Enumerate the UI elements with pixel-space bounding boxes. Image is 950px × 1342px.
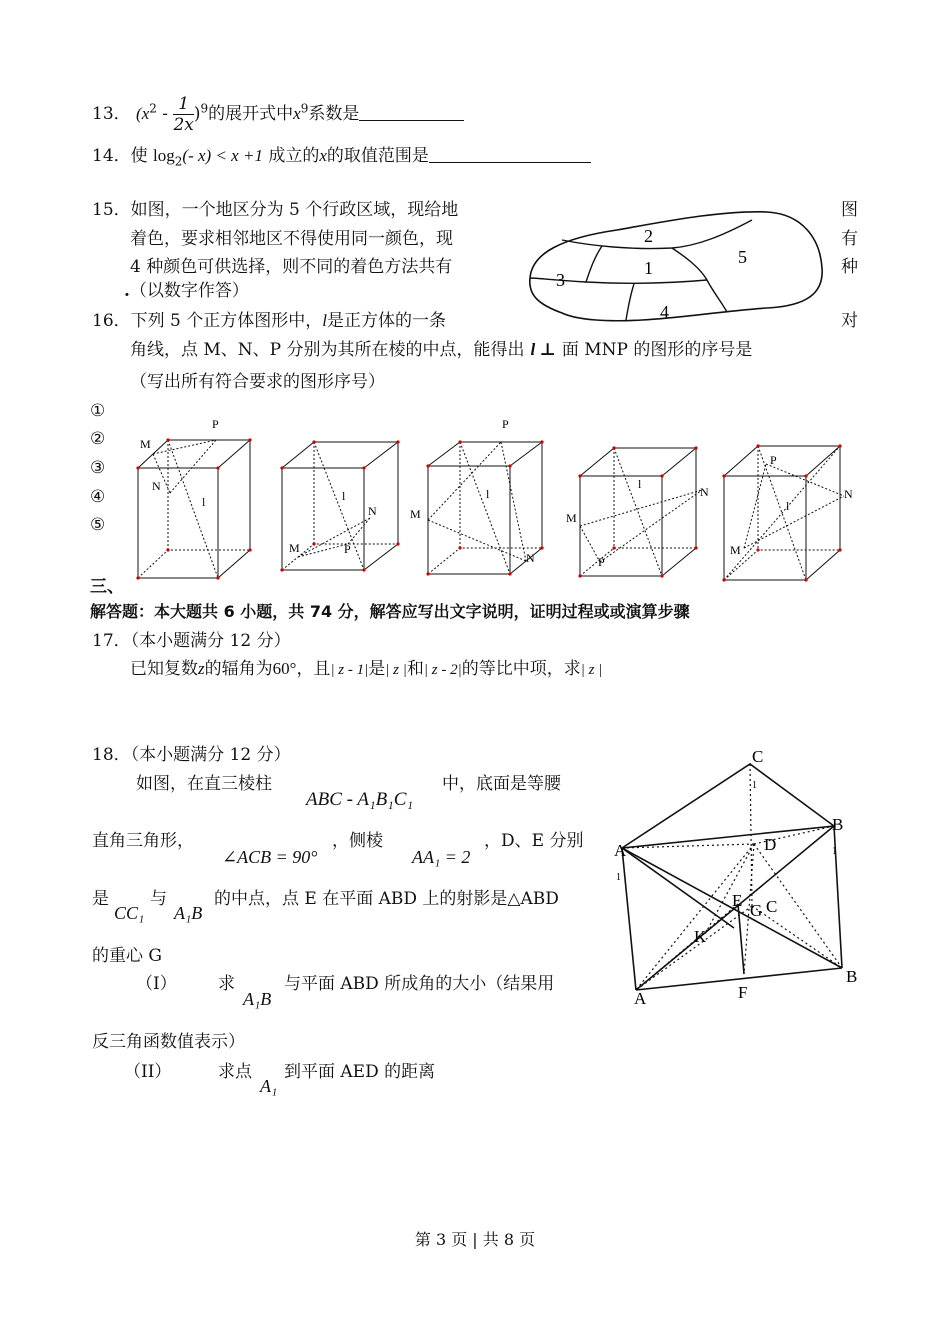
cube3-label-m: M xyxy=(410,507,421,521)
cube3-mn xyxy=(428,520,526,561)
region-label-2: 2 xyxy=(644,226,653,246)
q18-line3-b: 与 xyxy=(150,889,167,909)
cube5-label-m: M xyxy=(730,543,741,557)
q18-line3-a: 是 xyxy=(92,889,109,909)
region-map-figure xyxy=(522,208,832,328)
q17-score: （本小题满分 12 分） xyxy=(130,631,291,651)
q16-line1-a: 下列 5 个正方体图形中， xyxy=(130,311,323,331)
q14-log-arg: (- x) < x +1 xyxy=(182,146,263,165)
prism-dk xyxy=(704,844,754,936)
section-number: 三、 xyxy=(90,577,124,597)
prism-label-e: E xyxy=(732,891,743,910)
q17-text-f: 的等比中项，求 xyxy=(461,659,581,679)
q18-line3-c: 的中点，点 E 在平面 ABD 上的射影是△ABD xyxy=(214,889,559,909)
q18-line2-b: ，侧棱 xyxy=(332,831,383,851)
cube5-label-n: N xyxy=(844,487,853,501)
q16-line3: （写出所有符合要求的图形序号） xyxy=(130,372,385,392)
prism-label-d: D xyxy=(764,835,777,854)
cube1-np xyxy=(170,440,216,493)
cube3-label-l: l xyxy=(486,487,490,501)
cube1-label-l: l xyxy=(202,495,206,509)
cube4-diagonal xyxy=(614,448,662,576)
q13-minus: - xyxy=(156,104,174,124)
cube5-top xyxy=(724,446,840,476)
region-border-4 xyxy=(626,284,634,320)
q17-abs1: | z - 1| xyxy=(330,662,369,678)
cube-figure-2 xyxy=(278,438,418,578)
q17-text-b: 的辐角为 xyxy=(204,659,273,679)
q15-line1-text: 如图，一个地区分为 5 个行政区域，现给地 xyxy=(130,200,459,220)
cube-figure-3 xyxy=(408,418,558,578)
q17-text-c: ，且 xyxy=(296,659,331,679)
cube3-np xyxy=(501,442,526,561)
q13-expr-close: ) xyxy=(193,104,201,124)
q18-part1-label: （I） xyxy=(136,974,177,994)
cube2-mn xyxy=(298,518,370,557)
q17-abs2: | z | xyxy=(385,662,407,678)
cube1-label-p: P xyxy=(212,417,219,431)
cube4-np xyxy=(600,490,702,562)
q18-cc1: CC₁ xyxy=(114,903,145,923)
q13-frac-num: 1 xyxy=(173,94,193,115)
q16-line1 xyxy=(92,310,446,332)
q15-line3: 4 种颜色可供选择，则不同的着色方法共有 xyxy=(130,257,453,277)
q14-line xyxy=(92,144,591,172)
q17-text-d: 是 xyxy=(368,659,386,679)
cube1-label-n: N xyxy=(152,479,161,493)
q13-text-a: 的展开式中 xyxy=(208,104,294,124)
q14-answer-blank[interactable] xyxy=(429,144,591,163)
q18-angle: ∠ACB = 90° xyxy=(222,847,318,867)
q15-line4-text: （以数字作答） xyxy=(129,281,249,301)
cube3-front xyxy=(428,466,510,574)
q13-var: x xyxy=(293,104,301,123)
region-label-3: 3 xyxy=(556,270,565,290)
q18-header xyxy=(92,744,291,766)
cube5-pn xyxy=(766,464,844,496)
cube-figure-4 xyxy=(562,440,712,590)
q16-line1-end: 对 xyxy=(841,311,858,331)
prism-label-a1-sub: 1 xyxy=(616,872,621,883)
q13-expr-open: (x xyxy=(136,104,150,123)
q18-edge: AA₁ = 2 xyxy=(412,847,471,867)
q17-number: 17． xyxy=(92,631,131,651)
q18-part2-label: （II） xyxy=(124,1062,172,1082)
cube4-mp xyxy=(580,526,600,562)
cube3-label-p: P xyxy=(502,417,509,431)
cube4-top xyxy=(580,448,696,476)
cube4-front xyxy=(580,476,662,576)
q17-text-a: 已知复数 xyxy=(130,659,198,679)
prism-figure xyxy=(608,746,868,1006)
cube2-top xyxy=(282,442,398,468)
q16-line1-b: 是正方体的一条 xyxy=(327,311,446,331)
prism-label-g: G xyxy=(750,901,763,920)
q14-log-base: 2 xyxy=(174,154,183,169)
q13-number: 13． xyxy=(92,104,131,124)
q16-option-3: ③ xyxy=(90,458,106,478)
region-outer-border xyxy=(530,212,822,321)
q18-prism: ABC - A₁B₁C₁ xyxy=(306,789,414,810)
q18-part2-a: 求点 xyxy=(218,1062,252,1082)
region-label-5: 5 xyxy=(738,247,747,267)
prism-label-k: K xyxy=(694,927,707,946)
q15-blank-dot: . xyxy=(124,281,130,301)
cube4-label-m: M xyxy=(566,511,577,525)
q18-part2-b: 到平面 AED 的距离 xyxy=(284,1062,436,1082)
cube-figure-1 xyxy=(128,418,268,578)
cube2-label-m: M xyxy=(289,541,300,555)
q16-var-l: l xyxy=(322,311,327,330)
q16-option-5: ⑤ xyxy=(90,515,106,535)
q16-option-4: ④ xyxy=(90,487,106,507)
prism-edge-aa1 xyxy=(622,848,636,990)
cube1-front xyxy=(138,468,218,578)
q18-part2-var: A₁ xyxy=(260,1076,278,1096)
cube5-mp xyxy=(744,464,766,548)
prism-label-b1: B xyxy=(832,815,844,834)
q16-option-2: ② xyxy=(90,429,106,449)
q17-body xyxy=(130,658,602,681)
q14-text-a: 使 xyxy=(130,146,148,166)
q18-part1-c: 反三角函数值表示） xyxy=(92,1032,245,1052)
q17-angle: 60° xyxy=(272,659,297,678)
cube1-hidden-1 xyxy=(138,550,250,578)
q15-line1 xyxy=(92,199,458,221)
prism-label-c1: C xyxy=(752,747,764,766)
q14-var: x xyxy=(319,146,327,165)
q14-number: 14． xyxy=(92,146,131,166)
cube3-label-n: N xyxy=(526,551,535,565)
q18-part1-var: A₁B xyxy=(243,989,272,1009)
q13-sup9: 9 xyxy=(200,101,209,116)
cube4-right xyxy=(662,448,696,576)
q13-sup2: 2 xyxy=(149,101,157,116)
cube4-label-n: N xyxy=(700,485,709,499)
cube1-right xyxy=(218,440,250,578)
cube5-front xyxy=(724,476,806,580)
q13-text-b: 系数是 xyxy=(308,104,360,124)
q18-part1-b: 与平面 ABD 所成角的大小（结果用 xyxy=(284,974,555,994)
q18-a1b: A₁B xyxy=(174,903,203,923)
q17-abs4: | z | xyxy=(580,662,603,678)
q14-text-b: 成立的 xyxy=(268,146,320,166)
q13-line xyxy=(92,94,464,135)
q16-number: 16． xyxy=(92,311,131,331)
q18-part1-a: 求 xyxy=(218,974,235,994)
q13-sup9b: 9 xyxy=(300,101,309,116)
q15-line1-end: 图 xyxy=(841,200,858,220)
cube2-label-p: P xyxy=(344,542,351,556)
q13-answer-blank[interactable] xyxy=(359,102,464,121)
region-label-4: 4 xyxy=(660,302,669,322)
q18-line1-a: 如图，在直三棱柱 xyxy=(136,774,272,794)
cube1-diagonal xyxy=(168,440,218,578)
cube-figure-5 xyxy=(716,440,866,590)
prism-label-c: C xyxy=(766,897,778,916)
cube5-label-p: P xyxy=(770,453,777,467)
q13-fraction xyxy=(173,94,193,135)
prism-label-b: B xyxy=(846,967,858,986)
section-title: 解答题：本大题共 6 小题，共 74 分，解答应写出文字说明，证明过程或或演算步骤 xyxy=(90,602,690,621)
cube3-top xyxy=(428,442,542,466)
region-label-1: 1 xyxy=(644,258,653,278)
cube5-diag2 xyxy=(724,446,840,580)
cube1-mp xyxy=(153,440,216,454)
q18-score: （本小题满分 12 分） xyxy=(130,745,291,765)
prism-label-a: A xyxy=(634,989,647,1008)
cube5-right xyxy=(806,446,840,580)
cube2-mp xyxy=(298,544,348,557)
q16-line2-a: 角线，点 M、N、P 分别为其所在棱的中点，能得出 xyxy=(130,340,525,360)
q16-option-1: ① xyxy=(90,401,106,421)
q18-line4: 的重心 G xyxy=(92,946,162,966)
q15-number: 15． xyxy=(92,200,131,220)
q15-line2-end: 有 xyxy=(841,229,858,249)
prism-label-c1-sub: 1 xyxy=(752,780,757,791)
q18-line1-b: 中，底面是等腰 xyxy=(442,774,561,794)
q18-line2-a: 直角三角形， xyxy=(92,831,194,851)
q17-abs3: | z - 2| xyxy=(423,662,462,678)
q16-line2 xyxy=(130,339,752,361)
q17-var: z xyxy=(198,659,205,678)
prism-a1-g xyxy=(622,848,734,928)
q15-line2: 着色，要求相邻地区不得使用同一颜色，现 xyxy=(130,229,453,249)
prism-label-f: F xyxy=(738,983,748,1002)
q14-text-c: 的取值范围是 xyxy=(326,146,429,166)
q16-line2-b: 面 MNP 的图形的序号是 xyxy=(561,340,753,360)
q16-perp: l ⊥ xyxy=(530,340,556,359)
q15-line3-end: 种 xyxy=(841,257,858,277)
cube2-label-l: l xyxy=(342,489,346,503)
cube5-label-l: l xyxy=(786,499,790,513)
q14-log: log xyxy=(153,146,175,165)
q13-frac-den: 2x xyxy=(173,115,194,135)
q15-line4 xyxy=(124,280,249,302)
q18-number: 18． xyxy=(92,745,131,765)
prism-top-face xyxy=(622,764,834,848)
cube2-label-n: N xyxy=(368,504,377,518)
q18-line2-c: ，D、E 分别 xyxy=(484,831,584,851)
q17-header xyxy=(92,630,291,652)
cube1-label-m: M xyxy=(140,437,151,451)
cube3-diagonal xyxy=(460,442,510,574)
page-footer: 第 3 页 | 共 8 页 xyxy=(414,1230,536,1249)
prism-label-a1: A xyxy=(614,841,627,860)
cube5-mn xyxy=(744,496,844,548)
cube4-label-l: l xyxy=(638,477,642,491)
cube2-np xyxy=(348,518,370,544)
prism-label-b1-sub: 1 xyxy=(832,846,837,857)
cube4-label-p: P xyxy=(598,555,605,569)
q17-text-e: 和 xyxy=(406,659,424,679)
